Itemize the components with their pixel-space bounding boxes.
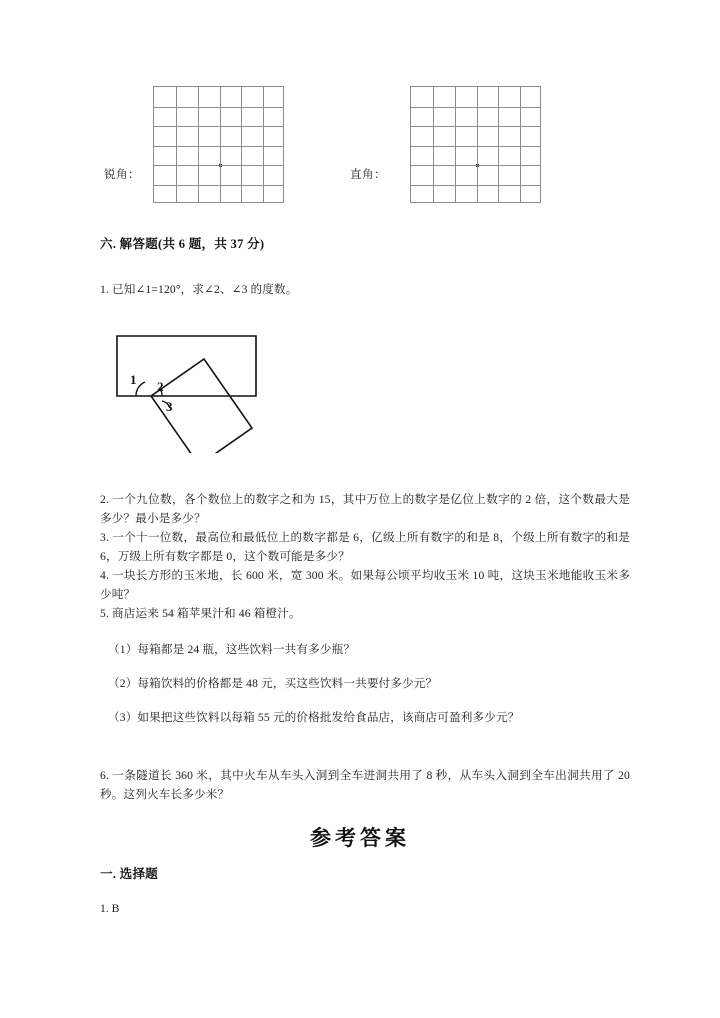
- question-3-text: 3. 一个十一位数，最高位和最低位上的数字都是 6，亿级上所有数字的和是 8，个级上所有数字的和是 6，万级上所有数字都是 0，这个数可能是多少？: [100, 531, 630, 563]
- grid-line-horizontal: [154, 107, 283, 108]
- drawing-grid-acute-angle[interactable]: [153, 86, 284, 203]
- question-5-subquestions: [108, 640, 630, 727]
- grid-line-horizontal: [411, 107, 540, 108]
- grid-line-horizontal: [154, 185, 283, 186]
- answers-section-heading-one: 一. 选择题: [100, 867, 159, 881]
- grid-exercise-section: [0, 0, 720, 215]
- section-heading-six: 六. 解答题(共 6 题，共 37 分): [100, 237, 265, 251]
- question-5-text: 5. 商店运来 54 箱苹果汁和 46 箱橙汁。: [100, 607, 301, 620]
- grid-line-horizontal: [154, 146, 283, 147]
- grid-line-horizontal: [154, 126, 283, 127]
- angle-label-1: 1: [130, 372, 137, 387]
- grid-line-horizontal: [411, 165, 540, 166]
- question-1-text: 1. 已知∠1=120°，求∠2、∠3 的度数。: [100, 283, 298, 296]
- reference-answers-title: 参考答案: [310, 826, 410, 850]
- subquestion-2-text: （2）每箱饮料的价格都是 48 元，买这些饮料一共要付多少元？: [108, 677, 438, 690]
- answer-entry: 1. B: [100, 902, 120, 915]
- question-6-text: 6. 一条隧道长 360 米，其中火车从车头入洞到全车进洞共用了 8 秒，从车头入洞到全车出洞共用了 20 秒。这列火车长多少米？: [100, 769, 630, 801]
- subquestion-1-text: （1）每箱都是 24 瓶，这些饮料一共有多少瓶？: [108, 643, 356, 656]
- drawing-grid-right-angle[interactable]: [410, 86, 541, 203]
- angle-label-3: 3: [166, 399, 173, 414]
- grid-label-right-angle: 直角：: [350, 169, 386, 181]
- question-2-text: 2. 一个九位数，各个数位上的数字之和为 15，其中万位上的数字是亿位上数字的 2 倍，这个数最大是多少？最小是多少？: [100, 493, 630, 525]
- grid-line-horizontal: [411, 185, 540, 186]
- question-4-text: 4. 一块长方形的玉米地，长 600 米，宽 300 米。如果每公顷平均收玉米 10 吨，这块玉米地能收玉米多少吨？: [100, 569, 630, 601]
- overlapping-rectangles-angle-diagram: [100, 318, 285, 453]
- subquestion-3-text: （3）如果把这些饮料以每箱 55 元的价格批发给食品店，该商店可盈利多少元？: [108, 711, 520, 724]
- grid-line-horizontal: [411, 126, 540, 127]
- grid-line-horizontal: [411, 146, 540, 147]
- questions-2-to-5-block: [100, 490, 630, 623]
- upright-rectangle: [117, 336, 256, 396]
- grid-line-horizontal: [154, 165, 283, 166]
- angle-diagram-svg: [100, 318, 285, 453]
- angle-label-2: 2: [157, 379, 164, 394]
- grid-label-acute-angle: 锐角：: [104, 169, 140, 181]
